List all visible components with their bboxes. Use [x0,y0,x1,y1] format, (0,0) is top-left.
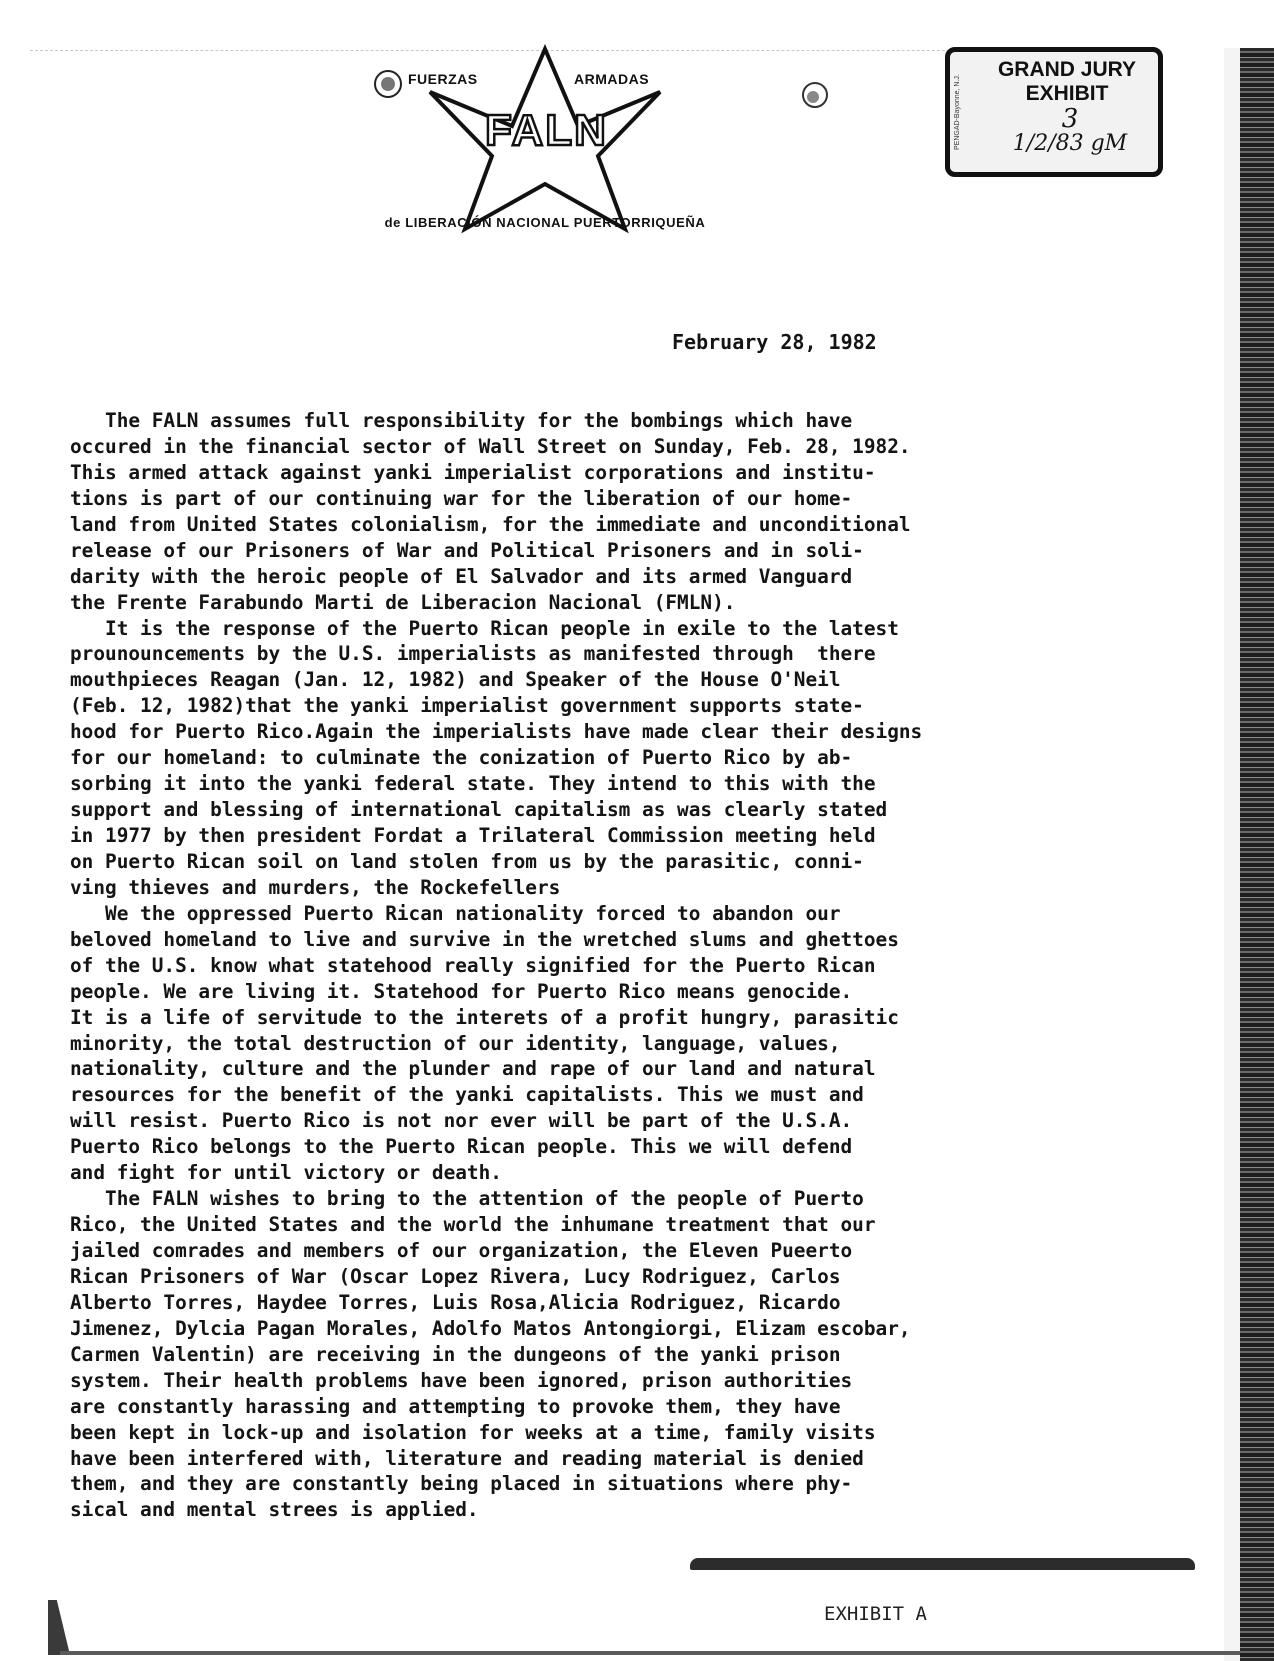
body-line: the Frente Farabundo Marti de Liberacion Nacional (FMLN). [70,590,736,614]
letterhead-tagline: de LIBERACIÓN NACIONAL PUERTORRIQUEÑA [384,215,706,230]
body-line: Puerto Rico belongs to the Puerto Rican people. This we will defend [70,1135,853,1159]
letter-date: February 28, 1982 [672,330,877,354]
body-line: on Puerto Rican soil on land stolen from us by the parasitic, conni- [70,849,864,873]
grand-jury-exhibit-stamp [945,47,1163,177]
stamp-maker-text: PENGAD-Bayonne, N.J. [954,74,961,150]
faln-logo [330,44,760,244]
scan-edge-strip [1240,48,1274,1661]
body-line: are constantly harassing and attempting to provoke them, they have [70,1394,841,1418]
body-line: will resist. Puerto Rico is not nor ever will be part of the U.S.A. [70,1109,853,1133]
body-line: them, and they are constantly being placed in situations where phy- [70,1472,853,1496]
body-line: and fight for until victory or death. [70,1161,502,1185]
exhibit-label: EXHIBIT A [824,1603,927,1625]
body-line: darity with the heroic people of El Salvador and its armed Vanguard [70,564,853,588]
body-line: Jimenez, Dylcia Pagan Morales, Adolfo Matos Antongiorgi, Elizam escobar, [70,1316,911,1340]
body-line: been kept in lock-up and isolation for weeks at a time, family visits [70,1420,876,1444]
body-line: Carmen Valentin) are receiving in the dungeons of the yanki prison [70,1342,841,1366]
body-line: sorbing it into the yanki federal state. They intend to this with the [70,772,876,796]
body-line: system. Their health problems have been ignored, prison authorities [70,1368,853,1392]
body-line: The FALN assumes full responsibility for the bombings which have [70,409,853,432]
body-line: ving thieves and murders, the Rockefellers [70,875,561,899]
body-line: This armed attack against yanki imperialist corporations and institu- [70,460,876,484]
body-line: Alberto Torres, Haydee Torres, Luis Rosa,Alicia Rodriguez, Ricardo [70,1290,841,1314]
scan-corner-mark [48,1600,70,1655]
body-line: prounouncements by the U.S. imperialists as manifested through there [70,642,876,666]
stamp-title-line1: GRAND JURY [997,58,1137,81]
scan-bottom-edge [60,1651,1240,1655]
body-line: (Feb. 12, 1982)that the yanki imperialist government supports state- [70,694,864,718]
logo-acronym: FALN [485,106,608,155]
body-line: have been interfered with, literature and reading material is denied [70,1446,864,1470]
body-line: beloved homeland to live and survive in the wretched slums and ghettoes [70,927,899,951]
body-line: release of our Prisoners of War and Political Prisoners and in soli- [70,538,864,562]
scan-edge-gap [1224,48,1240,1661]
body-line: in 1977 by then president Fordat a Trilateral Commission meeting held [70,824,876,847]
stamp-title [972,58,1162,106]
body-line: support and blessing of international capitalism as was clearly stated [70,798,888,822]
body-line: minority, the total destruction of our identity, language, values, [70,1031,841,1055]
body-line: for our homeland: to culminate the conization of Puerto Rico by ab- [70,746,853,770]
body-line: of the U.S. know what statehood really signified for the Puerto Rican [70,953,876,977]
body-line: mouthpieces Reagan (Jan. 12, 1982) and Speaker of the House O'Neil [70,668,841,692]
body-line: Rican Prisoners of War (Oscar Lopez Rivera, Lucy Rodriguez, Carlos [70,1264,841,1288]
body-line: resources for the benefit of the yanki capitalists. This we must and [70,1083,864,1107]
logo-word-right: ARMADAS [574,71,650,87]
stamp-exhibit-number: 3 [1061,104,1079,134]
scan-smudge-bar [690,1558,1195,1570]
body-line: Rico, the United States and the world the inhumane treatment that our [70,1213,876,1237]
body-line: sical and mental strees is applied. [70,1498,479,1522]
body-line: people. We are living it. Statehood for Puerto Rico means genocide. [70,979,853,1003]
seal-icon [800,80,830,110]
body-line: The FALN wishes to bring to the attention of the people of Puerto [70,1187,864,1211]
body-line: We the oppressed Puerto Rican nationality forced to abandon our [70,901,841,925]
body-line: nationality, culture and the plunder and rape of our land and natural [70,1057,876,1081]
letter-body [70,408,1070,1523]
body-line: jailed comrades and members of our organization, the Eleven Pueerto [70,1239,853,1262]
body-line: occured in the financial sector of Wall Street on Sunday, Feb. 28, 1982. [70,434,911,458]
body-line: hood for Puerto Rico.Again the imperialists have made clear their designs [70,720,923,744]
stamp-handwriting [980,104,1160,158]
body-line: It is the response of the Puerto Rican people in exile to the latest [70,616,899,640]
stamp-title-line2: EXHIBIT [1025,82,1109,105]
body-line: It is a life of servitude to the interets of a profit hungry, parasitic [70,1005,899,1029]
stamp-handwritten-date: 1/2/83 gM [1012,131,1128,156]
body-line: tions is part of our continuing war for the liberation of our home- [70,486,853,510]
logo-word-left: FUERZAS [408,71,478,87]
body-line: land from United States colonialism, for the immediate and unconditional [70,512,911,536]
